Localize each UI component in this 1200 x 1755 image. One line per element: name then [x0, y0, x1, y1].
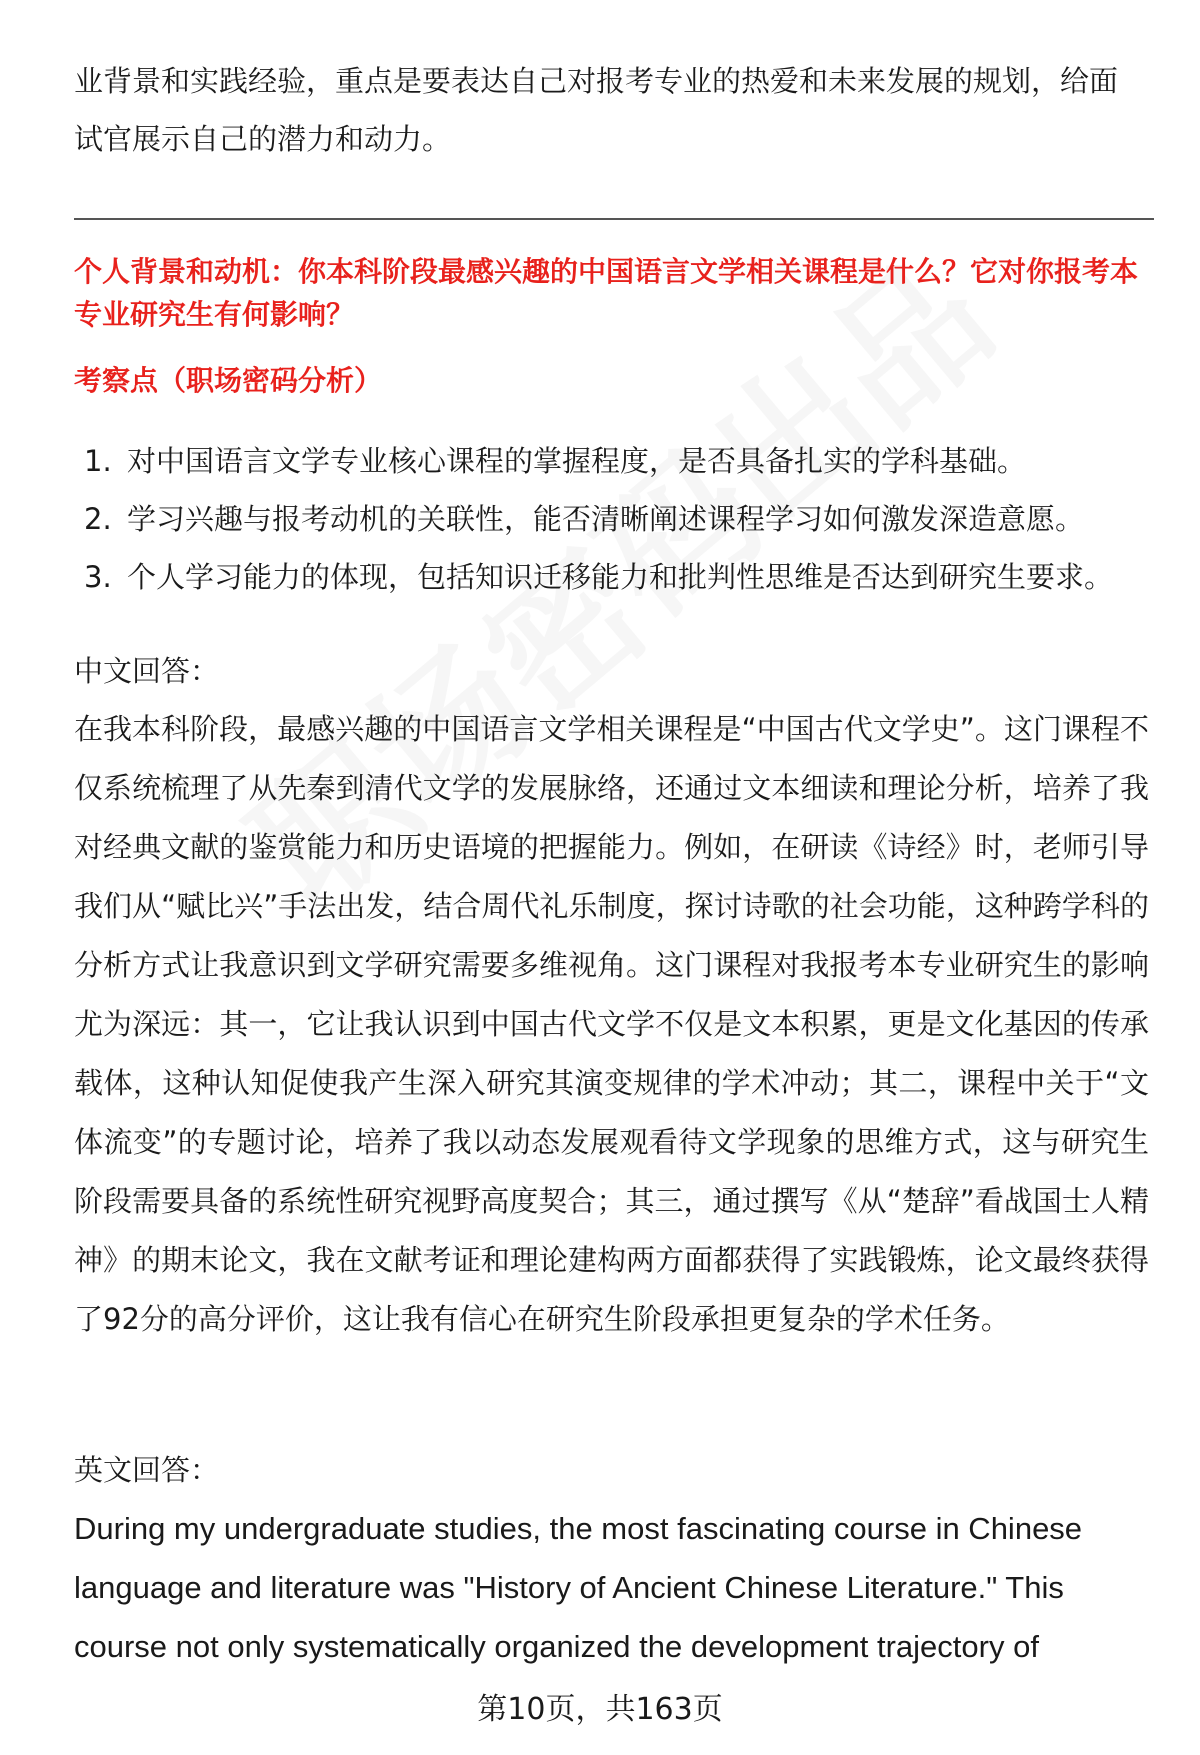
- focus-points-list: [74, 432, 1154, 606]
- list-item-number: 3.: [84, 560, 112, 594]
- list-item: [74, 490, 1154, 548]
- intro-paragraph: 业背景和实践经验，重点是要表达自己对报考专业的热爱和未来发展的规划，给面试官展示自己的潜力和动力。: [74, 64, 1119, 156]
- chinese-answer-paragraph: 在我本科阶段，最感兴趣的中国语言文学相关课程是“中国古代文学史”。这门课程不仅系统梳理了从先秦到清代文学的发展脉络，还通过文本细读和理论分析，培养了我对经典文献的鉴赏能力和历史语境的把握能力。例如，在研读《诗经》时，老师引导我们从“赋比兴”手法出发，结合周代礼乐制度，探讨诗歌的社会功能，这种跨学科的分析方式让我意识到文学研究需要多维视角。这门课程对我报考本专业研究生的影响尤为深远：其一，它让我认识到中国古代文学不仅是文本积累，更是文化基因的传承载体，这种认知促使我产生深入研究其演变规律的学术冲动；其二，课程中关于“文体流变”的专题讨论，培养了我以动态发展观看待文学现象的思维方式，这与研究生阶段需要具备的系统性研究视野高度契合；其三，通过撰写《从“楚辞”看战国士人精神》的期末论文，我在文献考证和理论建构两方面都获得了实践锻炼，论文最终获得了92分的高分评价，这让我有信心在研究生阶段承担更复杂的学术任务。: [74, 712, 1149, 1336]
- section-divider: [74, 218, 1154, 220]
- list-item-text: 个人学习能力的体现，包括知识迁移能力和批判性思维是否达到研究生要求。: [127, 560, 1114, 594]
- page-number-footer: 第10页，共163页: [477, 1692, 723, 1727]
- list-item: [74, 548, 1154, 606]
- focus-heading: 考察点（职场密码分析）: [74, 364, 383, 397]
- list-item: [74, 432, 1154, 490]
- chinese-answer-label: 中文回答：: [74, 654, 220, 688]
- list-item-number: 1.: [84, 444, 112, 478]
- interview-question: 个人背景和动机：你本科阶段最感兴趣的中国语言文学相关课程是什么？它对你报考本专业研究生有何影响？: [74, 255, 1139, 331]
- english-answer-label: 英文回答：: [74, 1453, 220, 1487]
- list-item-text: 对中国语言文学专业核心课程的掌握程度，是否具备扎实的学科基础。: [127, 444, 1027, 478]
- list-item-number: 2.: [84, 502, 112, 536]
- list-item-text: 学习兴趣与报考动机的关联性，能否清晰阐述课程学习如何激发深造意愿。: [127, 502, 1085, 536]
- english-answer-paragraph: During my undergraduate studies, the most fascinating course in Chinese language and literature was "History of Ancient Chinese Literature." This course not only systematically organized the development trajectory of: [74, 1511, 1083, 1664]
